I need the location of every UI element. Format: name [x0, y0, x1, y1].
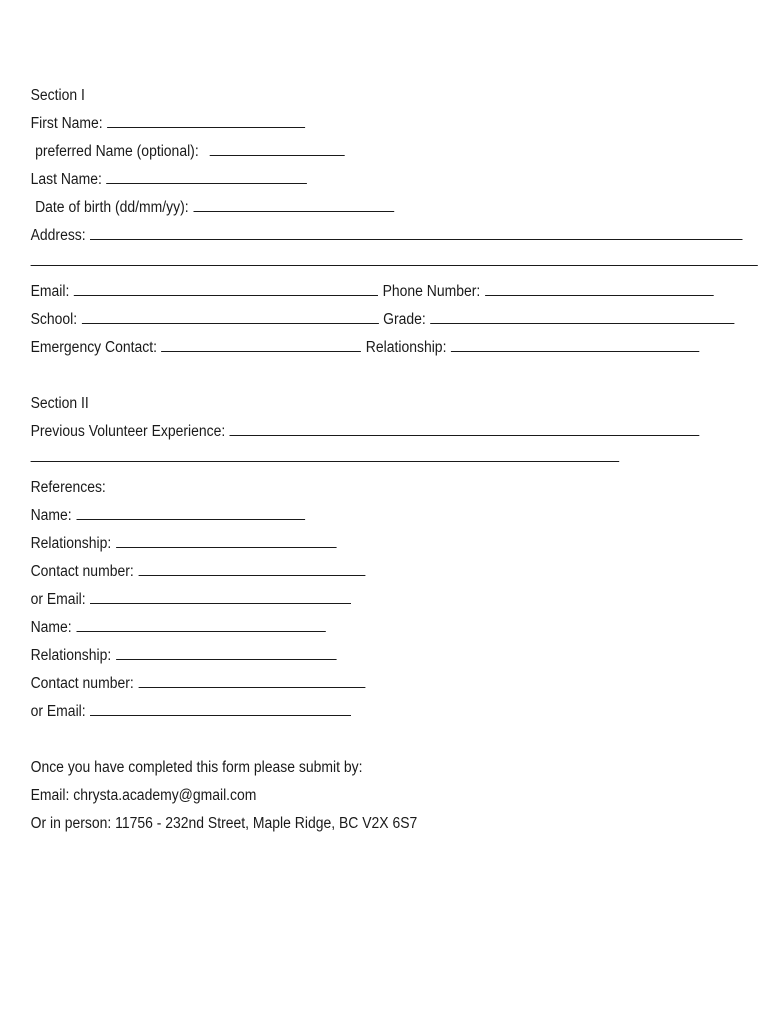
reference-contact-label: Contact number:: [30, 675, 134, 692]
reference-2-name-row: [31, 614, 770, 642]
reference-2-contact-row: [31, 670, 770, 698]
section-2-heading: Section II: [30, 395, 89, 412]
emergency-contact-field[interactable]: [161, 336, 361, 352]
last-name-label: Last Name:: [30, 171, 102, 188]
reference-1-contact-field[interactable]: [138, 560, 365, 576]
school-field[interactable]: [82, 308, 379, 324]
reference-email-label: or Email:: [30, 703, 86, 720]
reference-1-contact-row: [31, 558, 770, 586]
reference-1-name-field[interactable]: [76, 504, 305, 520]
reference-2-relationship-field[interactable]: [116, 644, 337, 660]
spacer: [31, 362, 770, 390]
address-field[interactable]: [90, 224, 743, 240]
reference-2-email-row: [31, 698, 770, 726]
reference-name-label: Name:: [30, 507, 72, 524]
previous-experience-field[interactable]: [230, 420, 700, 436]
first-name-field[interactable]: [107, 112, 305, 128]
relationship-field[interactable]: [451, 336, 699, 352]
address-label: Address:: [30, 227, 86, 244]
preferred-name-row: [31, 138, 770, 166]
reference-2-contact-field[interactable]: [138, 672, 365, 688]
phone-field[interactable]: [485, 280, 714, 296]
first-name-label: First Name:: [30, 115, 103, 132]
email-label: Email:: [30, 283, 70, 300]
section-1-heading: Section I: [30, 87, 85, 104]
reference-1-relationship-field[interactable]: [116, 532, 337, 548]
school-grade-row: [31, 306, 770, 334]
previous-experience-continuation-row: [31, 446, 770, 474]
grade-label: Grade:: [383, 311, 426, 328]
last-name-field[interactable]: [106, 168, 307, 184]
first-name-row: [31, 110, 770, 138]
email-phone-row: [31, 278, 770, 306]
reference-2-relationship-row: [31, 642, 770, 670]
emergency-contact-label: Emergency Contact:: [30, 339, 157, 356]
phone-label: Phone Number:: [382, 283, 481, 300]
address-continuation-field[interactable]: [31, 250, 758, 266]
reference-relationship-label: Relationship:: [30, 535, 112, 552]
reference-1-email-row: [31, 586, 770, 614]
submission-email: Email: chrysta.academy@gmail.com: [30, 787, 257, 804]
reference-2-name-field[interactable]: [76, 616, 325, 632]
reference-1-name-row: [31, 502, 770, 530]
address-row: [31, 222, 770, 250]
references-heading: References:: [30, 479, 106, 496]
reference-email-label: or Email:: [30, 591, 86, 608]
dob-field[interactable]: [193, 196, 394, 212]
school-label: School:: [30, 311, 78, 328]
submission-instruction: Once you have completed this form please submit by:: [30, 759, 363, 776]
preferred-name-field[interactable]: [210, 140, 345, 156]
reference-1-relationship-row: [31, 530, 770, 558]
dob-label: Date of birth (dd/mm/yy):: [35, 199, 189, 216]
dob-row: [31, 194, 770, 222]
previous-experience-row: [31, 418, 770, 446]
previous-experience-continuation-field[interactable]: [31, 446, 620, 462]
preferred-name-label: preferred Name (optional):: [35, 143, 199, 160]
relationship-label: Relationship:: [365, 339, 447, 356]
previous-experience-label: Previous Volunteer Experience:: [30, 423, 226, 440]
spacer: [31, 726, 770, 754]
submission-in-person: Or in person: 11756 - 232nd Street, Maple Ridge, BC V2X 6S7: [30, 815, 418, 832]
reference-1-email-field[interactable]: [90, 588, 351, 604]
address-continuation-row: [31, 250, 770, 278]
reference-name-label: Name:: [30, 619, 72, 636]
last-name-row: [31, 166, 770, 194]
email-field[interactable]: [74, 280, 378, 296]
reference-contact-label: Contact number:: [30, 563, 134, 580]
reference-relationship-label: Relationship:: [30, 647, 112, 664]
reference-2-email-field[interactable]: [90, 700, 351, 716]
grade-field[interactable]: [430, 308, 734, 324]
emergency-contact-row: [31, 334, 770, 362]
